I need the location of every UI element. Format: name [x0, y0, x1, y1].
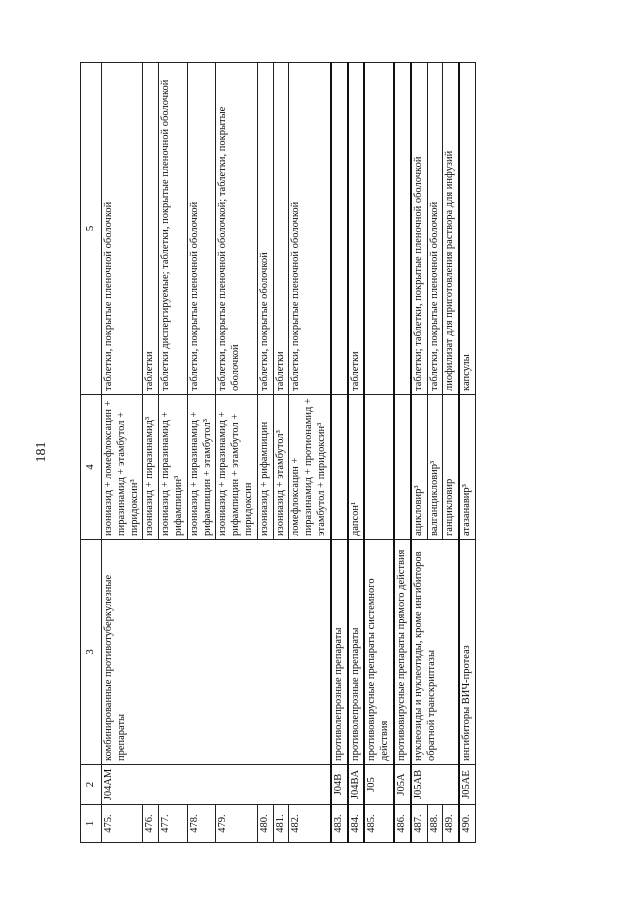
row-number-cell: 480. — [257, 805, 273, 843]
dosage-form-cell: таблетки, покрытые оболочкой — [257, 63, 273, 395]
atc-code-cell: J04B — [331, 765, 348, 805]
atc-code-cell: J05AB — [411, 765, 459, 805]
row-number-cell: 489. — [443, 805, 459, 843]
row-number-cell: 482. — [289, 805, 331, 843]
row-number-cell: 481. — [273, 805, 289, 843]
page-number: 181 — [34, 441, 49, 463]
anatomical-therapeutic-group-cell: противолепрозные препараты — [348, 540, 365, 765]
row-number-cell: 486. — [394, 805, 411, 843]
dosage-form-cell: таблетки — [143, 63, 159, 395]
row-number-cell: 485. — [364, 805, 394, 843]
medicinal-substance-cell: атазанавир³ — [459, 395, 475, 540]
header-col-1: 1 — [81, 805, 102, 843]
medicinal-substance-cell: дапсон¹ — [348, 395, 365, 540]
dosage-form-cell — [394, 63, 411, 395]
row-number-cell: 490. — [459, 805, 475, 843]
header-row — [81, 63, 102, 843]
table-row — [411, 63, 427, 843]
row-number-cell: 483. — [331, 805, 348, 843]
header-col-4: 4 — [81, 395, 102, 540]
dosage-form-cell: таблетки, покрытые пленочной оболочкой — [102, 63, 143, 395]
anatomical-therapeutic-group-cell: противовирусные препараты системного действия — [364, 540, 394, 765]
medicinal-substance-cell: изониазид + рифампицин — [257, 395, 273, 540]
atc-code-cell: J05 — [364, 765, 394, 805]
table-row — [102, 63, 143, 843]
dosage-form-cell: таблетки, покрытые пленочной оболочкой; таблетки, покрытые оболочкой — [216, 63, 257, 395]
medicinal-substance-cell: ломефлоксацин + пиразинамид + протионамид + этамбутол + пиридоксин³ — [289, 395, 331, 540]
row-number-cell: 488. — [427, 805, 443, 843]
dosage-form-cell: таблетки, покрытые пленочной оболочкой — [187, 63, 216, 395]
medicinal-substance-cell — [331, 395, 348, 540]
table-row — [394, 63, 411, 843]
anatomical-therapeutic-group-cell: нуклеозиды и нуклеотиды, кроме ингибиторов обратной транскриптазы — [411, 540, 459, 765]
medicinal-substance-cell: ганцикловир — [443, 395, 459, 540]
dosage-form-cell: таблетки — [273, 63, 289, 395]
header-col-2: 2 — [81, 765, 102, 805]
dosage-form-cell: таблетки, покрытые пленочной оболочкой — [289, 63, 331, 395]
medicinal-substance-cell: ацикловир³ — [411, 395, 427, 540]
table-row — [459, 63, 475, 843]
atc-code-cell: J05A — [394, 765, 411, 805]
dosage-form-cell — [364, 63, 394, 395]
anatomical-therapeutic-group-cell: комбинированные противотуберкулезные препараты — [102, 540, 331, 765]
dosage-form-cell — [331, 63, 348, 395]
atc-code-cell: J04BA — [348, 765, 365, 805]
medicinal-substance-cell: изониазид + этамбутол³ — [273, 395, 289, 540]
row-number-cell: 477. — [159, 805, 188, 843]
row-number-cell: 475. — [102, 805, 143, 843]
dosage-form-cell: таблетки — [348, 63, 365, 395]
row-number-cell: 487. — [411, 805, 427, 843]
medicinal-substance-cell: изониазид + пиразинамид + рифампицин + этамбутол³ — [187, 395, 216, 540]
dosage-form-cell: лиофилизат для приготовления раствора для инфузий — [443, 63, 459, 395]
table-row — [364, 63, 394, 843]
medicinal-substance-cell — [364, 395, 394, 540]
table-row — [331, 63, 348, 843]
rotated-table-container — [80, 63, 600, 843]
drug-list-table — [80, 62, 476, 843]
row-number-cell: 478. — [187, 805, 216, 843]
dosage-form-cell: капсулы — [459, 63, 475, 395]
atc-code-cell: J04AM — [102, 765, 331, 805]
row-number-cell: 484. — [348, 805, 365, 843]
medicinal-substance-cell: изониазид + ломефлоксацин + пиразинамид + этамбутол + пиридоксин³ — [102, 395, 143, 540]
anatomical-therapeutic-group-cell: противолепрозные препараты — [331, 540, 348, 765]
medicinal-substance-cell: изониазид + пиразинамид + рифампицин³ — [159, 395, 188, 540]
table-row — [348, 63, 365, 843]
anatomical-therapeutic-group-cell: ингибиторы ВИЧ-протеаз — [459, 540, 475, 765]
atc-code-cell: J05AE — [459, 765, 475, 805]
dosage-form-cell: таблетки, покрытые пленочной оболочкой — [427, 63, 443, 395]
row-number-cell: 476. — [143, 805, 159, 843]
header-col-5: 5 — [81, 63, 102, 395]
row-number-cell: 479. — [216, 805, 257, 843]
medicinal-substance-cell: изониазид + пиразинамид³ — [143, 395, 159, 540]
medicinal-substance-cell — [394, 395, 411, 540]
header-col-3: 3 — [81, 540, 102, 765]
dosage-form-cell: таблетки; таблетки, покрытые пленочной оболочкой — [411, 63, 427, 395]
dosage-form-cell: таблетки диспергируемые; таблетки, покрытые пленочной оболочкой — [159, 63, 188, 395]
medicinal-substance-cell: изониазид + пиразинамид + рифампицин + этамбутол + пиридоксин — [216, 395, 257, 540]
anatomical-therapeutic-group-cell: противовирусные препараты прямого действия — [394, 540, 411, 765]
medicinal-substance-cell: валганцикловир³ — [427, 395, 443, 540]
